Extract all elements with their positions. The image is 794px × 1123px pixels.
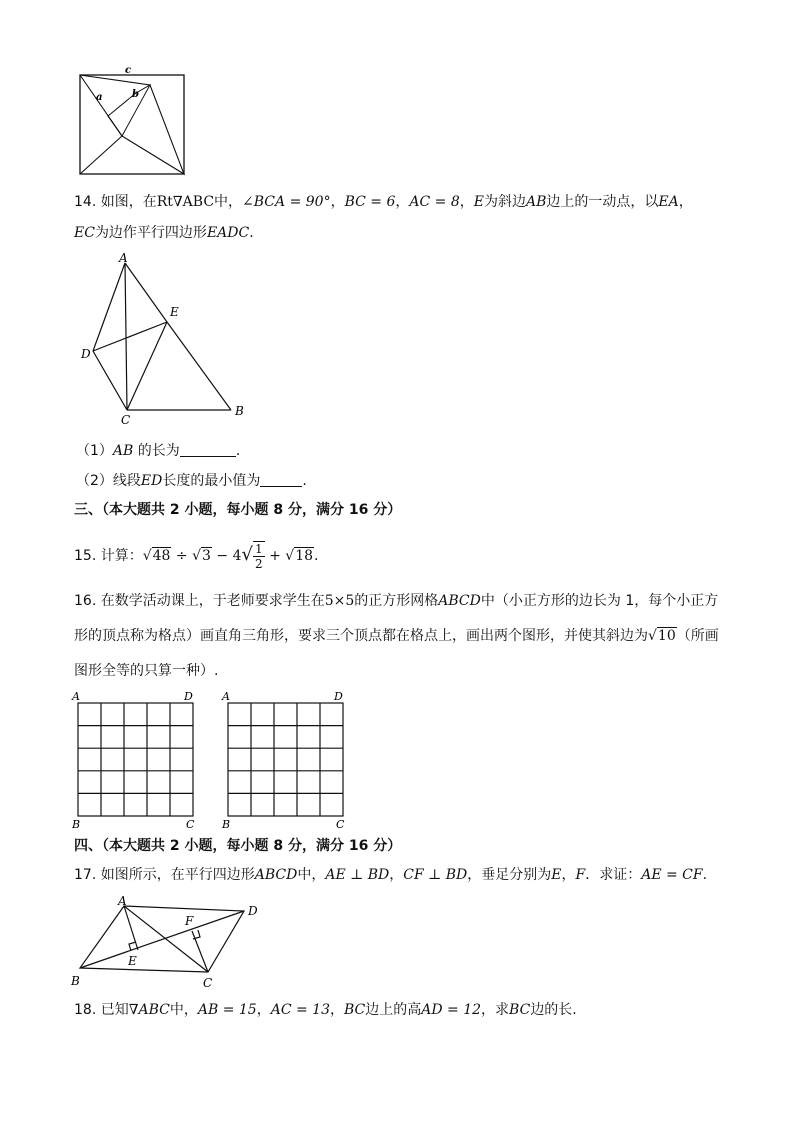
label-B: B (71, 974, 80, 988)
grid1-label-A: A (72, 690, 80, 703)
q14-text: 的长为 (137, 443, 180, 459)
label-D: D (248, 904, 258, 918)
grid2-label-C: C (336, 818, 345, 830)
q14-text: 中， (214, 194, 243, 210)
q14-line1 (74, 192, 693, 212)
parallelogram-figure-q17 (68, 893, 268, 989)
q17-text: . (702, 867, 708, 883)
label-E: E (128, 954, 137, 968)
grid2-label-A: A (222, 690, 230, 703)
q14-math: EC (74, 225, 95, 241)
q14-text: 为斜边 (484, 194, 526, 210)
sqrt-18: 18 (295, 548, 314, 564)
q14-text: ， (459, 194, 474, 210)
section-4-title: 四、（本大题共 2 小题，每小题 8 分，满分 16 分） (74, 838, 402, 854)
triangle-figure-q14 (76, 250, 256, 428)
q16-text: （所画 (676, 628, 719, 644)
grid1-label-D: D (184, 690, 193, 703)
label-C: C (121, 413, 131, 427)
q18-text: 边上的高 (365, 1002, 422, 1018)
q18-math: AD = 12 (421, 1002, 482, 1018)
q18-math: AB = 15 (197, 1002, 257, 1018)
q18-text: ， (256, 1002, 271, 1018)
q14-line2 (74, 223, 254, 243)
square-figure-q13 (74, 64, 190, 178)
q17-text: ．求证： (585, 867, 642, 883)
label-C: C (203, 976, 213, 989)
q14-text: 长度的最小值为 (162, 473, 261, 489)
q16-math: ABCD (438, 593, 481, 609)
answer-blank-2[interactable] (260, 472, 302, 487)
q15-op: + (269, 548, 281, 564)
q18-math: ∇ABC (128, 1002, 170, 1018)
grid2-label-D: D (334, 690, 343, 703)
sqrt-3: 3 (202, 548, 211, 564)
q16-text: 图形全等的只算一种）. (74, 663, 219, 679)
q18 (74, 1000, 577, 1020)
label-c: c (125, 65, 132, 76)
q14-text: . (249, 225, 254, 241)
q14-math: EADC (206, 225, 250, 241)
q14-text: 边上的一动点，以 (546, 194, 659, 210)
q14-text: （2）线段 (76, 473, 141, 489)
q18-text: 边的长. (530, 1002, 577, 1018)
q14-text: . (235, 443, 241, 459)
q17-math: ABCD (254, 867, 298, 883)
q18-math: BC (509, 1002, 531, 1018)
q15-number: 15. (74, 548, 97, 564)
q14-math: ED (140, 473, 163, 489)
q17-text: 如图所示，在平行四边形 (100, 867, 255, 883)
q14-math: AC = 8 (409, 194, 460, 210)
q18-text: ， (330, 1002, 344, 1018)
q17-math: AE = CF (641, 867, 703, 883)
q17-number: 17. (74, 867, 97, 883)
label-E: E (170, 305, 179, 319)
q17-math: F (575, 867, 586, 883)
q14-math: AB (526, 194, 547, 210)
q16-line2: 形的顶点称为格点）画直角三角形，要求三个顶点都在格点上，画出两个图形，并使其斜边为√10（所画 (74, 628, 719, 644)
q14-math: EA (658, 194, 679, 210)
q14-text: . (302, 473, 307, 489)
q16-math: 5×5 (324, 593, 355, 609)
q15-text: 计算： (100, 548, 143, 564)
q15-text: . (314, 548, 319, 564)
label-F: F (185, 914, 194, 928)
q17-math: E (551, 867, 562, 883)
grid-2[interactable] (220, 688, 360, 830)
label-A: A (119, 251, 128, 265)
q14-text: 为边作平行四边形 (94, 225, 207, 241)
q14-math: AB (112, 443, 134, 459)
fraction-1-2: $\frac{1}{2}$ (254, 542, 263, 571)
label-D: D (81, 347, 91, 361)
q16-line3 (74, 661, 218, 681)
q17-text: ， (389, 867, 404, 883)
answer-blank-1[interactable] (180, 442, 236, 457)
q16-line1 (74, 591, 718, 611)
q15-op: ÷ (175, 548, 188, 564)
label-b: b (132, 89, 139, 100)
q14-math: Rt∇ABC (156, 194, 215, 210)
label-A: A (118, 894, 127, 908)
q18-text: 已知 (100, 1002, 129, 1018)
q18-text: 中， (169, 1002, 198, 1018)
q16-number: 16. (74, 593, 97, 609)
q17-text: ，垂足分别为 (467, 867, 552, 883)
label-B: B (235, 404, 244, 418)
sqrt-10: 10 (657, 628, 676, 644)
label-a: a (96, 92, 103, 103)
grid1-label-C: C (186, 818, 195, 830)
q14-math: E (473, 194, 484, 210)
q14-text: ， (678, 194, 693, 210)
q14-part2 (76, 471, 307, 491)
q17 (74, 865, 707, 885)
q17-math: AE ⊥ BD (325, 867, 390, 883)
grid-1[interactable] (70, 688, 210, 830)
q16-text: 形的顶点称为格点）画直角三角形，要求三个顶点都在格点上，画出两个图形，并使其斜边为 (74, 628, 648, 644)
q14-math: ∠BCA = 90° (242, 194, 331, 210)
q14-part1 (76, 441, 240, 461)
q14-math: BC = 6 (344, 194, 396, 210)
grid1-label-B: B (72, 818, 81, 830)
grid2-label-B: B (222, 818, 231, 830)
q16-text: 的正方形网格 (354, 593, 439, 609)
q14-text: ， (330, 194, 345, 210)
q16-text: 中（小正方形的边长为 1，每个小正方 (480, 593, 719, 609)
q14-text: 如图，在 (100, 194, 157, 210)
q16-text: 在数学活动课上，于老师要求学生在 (100, 593, 325, 609)
q18-math: BC (344, 1002, 366, 1018)
q17-text: 中， (297, 867, 326, 883)
q14-text: ， (395, 194, 410, 210)
q15: 15. 计算：√48 ÷ √3 − 4√ $\frac{1}{2}$ + √18. (74, 542, 319, 571)
q18-math: AC = 13 (270, 1002, 330, 1018)
q17-text: ， (561, 867, 576, 883)
q14-text: （1） (76, 443, 113, 459)
q18-number: 18. (74, 1002, 97, 1018)
q15-op: − 4 (216, 548, 242, 564)
q14-number: 14. (74, 194, 97, 210)
q17-math: CF ⊥ BD (403, 867, 468, 883)
section-3-title: 三、（本大题共 2 小题，每小题 8 分，满分 16 分） (74, 502, 402, 518)
sqrt-48: 48 (152, 548, 171, 564)
q18-text: ，求 (481, 1002, 510, 1018)
